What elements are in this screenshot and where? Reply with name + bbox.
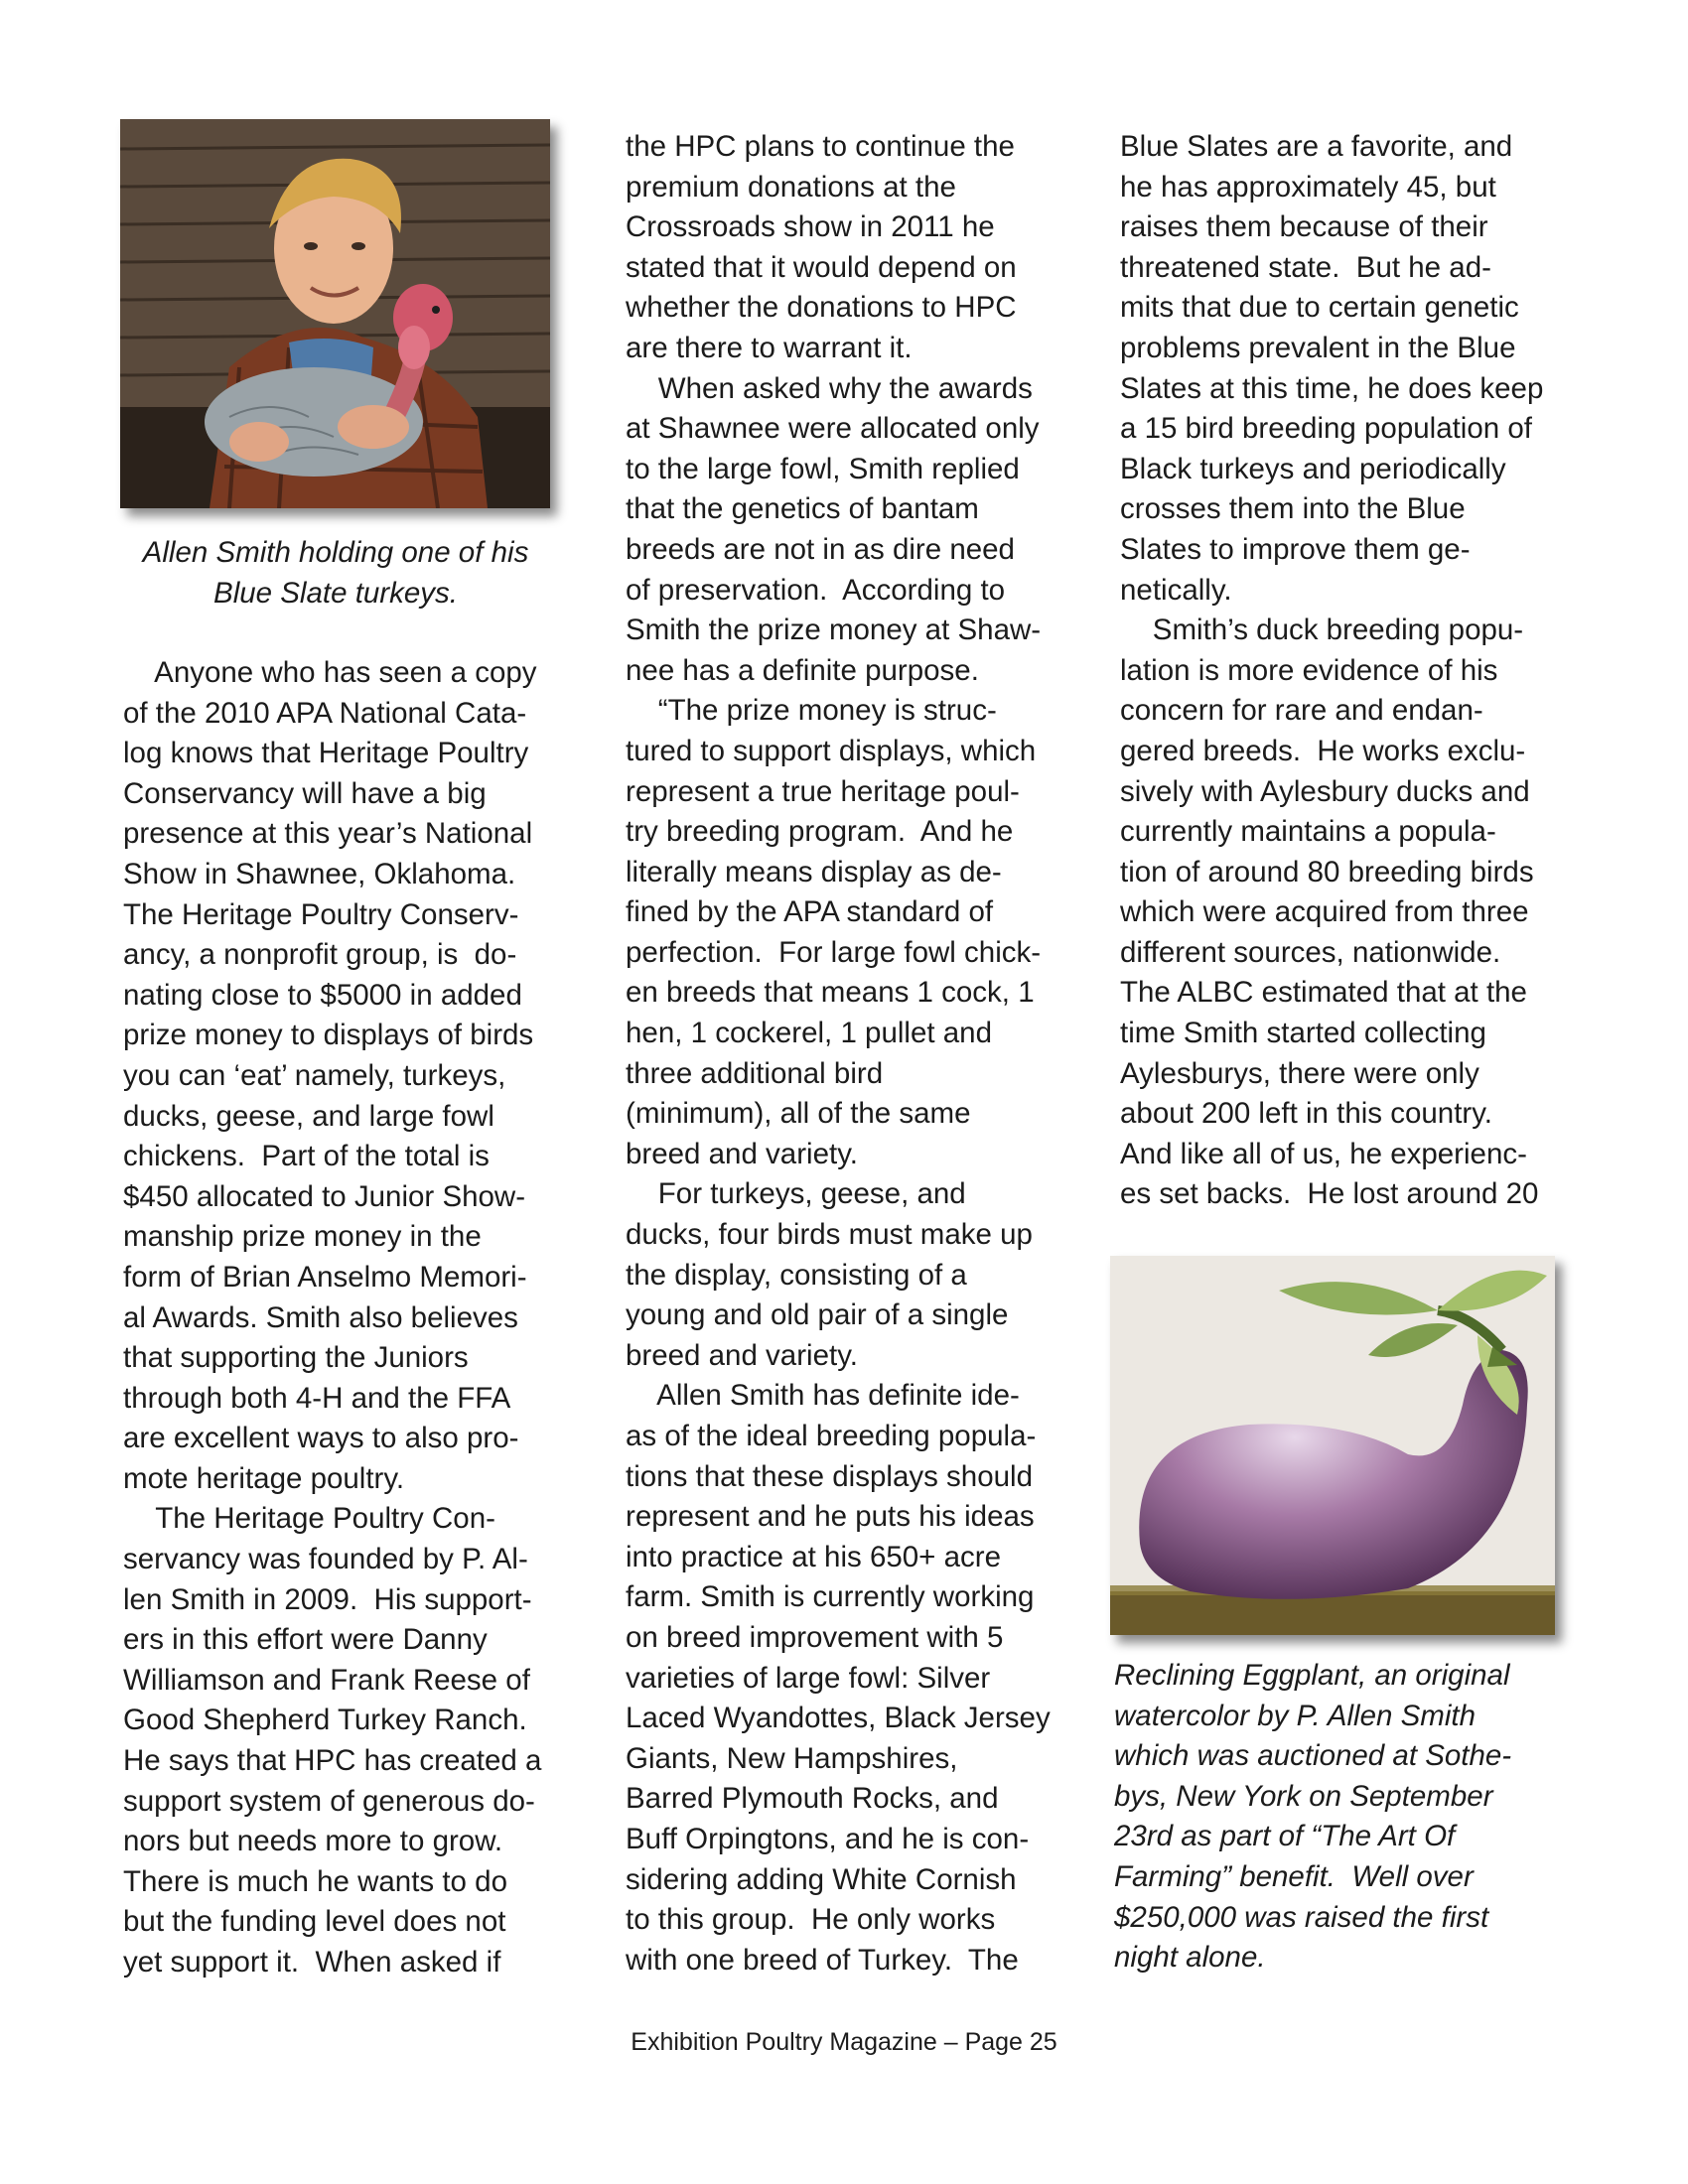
caption-line: Farming” benefit. Well over	[1114, 1859, 1474, 1893]
text-line: about 200 left in this country.	[1120, 1097, 1492, 1131]
text-line: but the funding level does not	[123, 1905, 506, 1939]
text-line: support system of generous do-	[123, 1784, 535, 1818]
text-line: Show in Shawnee, Oklahoma.	[123, 857, 516, 890]
text-line: es set backs. He lost around 20	[1120, 1177, 1539, 1211]
text-line: that supporting the Juniors	[123, 1341, 469, 1375]
text-line: farm. Smith is currently working	[626, 1580, 1035, 1614]
text-line: the display, consisting of a	[626, 1258, 967, 1292]
text-line: literally means display as de-	[626, 855, 1002, 888]
text-line: prize money to displays of birds	[123, 1019, 534, 1052]
text-line: ers in this effort were Danny	[123, 1623, 488, 1657]
text-line: varieties of large fowl: Silver	[626, 1661, 991, 1695]
text-line: $450 allocated to Junior Show-	[123, 1179, 526, 1213]
text-line: currently maintains a popula-	[1120, 815, 1496, 849]
text-line: on breed improvement with 5	[626, 1620, 1004, 1654]
text-line: The ALBC estimated that at the	[1120, 976, 1527, 1010]
caption-line: Reclining Eggplant, an original	[1114, 1659, 1510, 1692]
photo-caption	[123, 533, 548, 614]
text-line: sidering adding White Cornish	[626, 1862, 1017, 1896]
text-line: Good Shepherd Turkey Ranch.	[123, 1704, 527, 1737]
text-line: Allen Smith has definite ide-	[626, 1379, 1020, 1413]
text-line: The Heritage Poultry Conserv-	[123, 897, 519, 931]
text-line: tured to support displays, which	[626, 734, 1037, 767]
text-line: Williamson and Frank Reese of	[123, 1663, 530, 1697]
text-line: hen, 1 cockerel, 1 pullet and	[626, 1017, 992, 1050]
text-line: He says that HPC has created a	[123, 1744, 542, 1778]
text-line: When asked why the awards	[626, 371, 1033, 405]
text-line: Aylesburys, there were only	[1120, 1056, 1479, 1090]
text-line: threatened state. But he ad-	[1120, 250, 1491, 284]
text-line: sively with Aylesbury ducks and	[1120, 774, 1530, 808]
article-column-2	[626, 127, 1051, 1980]
text-line: nating close to $5000 in added	[123, 978, 522, 1012]
text-line: represent and he puts his ideas	[626, 1500, 1035, 1534]
text-line: you can ‘eat’ namely, turkeys,	[123, 1058, 506, 1092]
text-line: There is much he wants to do	[123, 1864, 507, 1898]
text-line: premium donations at the	[626, 170, 956, 204]
text-line: Giants, New Hampshires,	[626, 1741, 958, 1775]
text-line: Anyone who has seen a copy	[123, 656, 537, 689]
text-line: time Smith started collecting	[1120, 1017, 1486, 1050]
text-line: which were acquired from three	[1120, 895, 1529, 929]
text-line: of preservation. According to	[626, 573, 1006, 607]
text-line: young and old pair of a single	[626, 1298, 1009, 1332]
text-line: gered breeds. He works exclu-	[1120, 734, 1526, 767]
text-line: he has approximately 45, but	[1120, 170, 1496, 204]
text-line: through both 4-H and the FFA	[123, 1381, 511, 1415]
article-column-1	[123, 653, 541, 1983]
text-line: nors but needs more to grow.	[123, 1825, 503, 1858]
text-line: Laced Wyandottes, Black Jersey	[626, 1702, 1051, 1735]
text-line: tions that these displays should	[626, 1459, 1033, 1493]
text-line: try breeding program. And he	[626, 815, 1014, 849]
text-line: len Smith in 2009. His support-	[123, 1582, 532, 1616]
text-line: Barred Plymouth Rocks, and	[626, 1782, 999, 1816]
text-line: “The prize money is struc-	[626, 694, 997, 728]
text-line: log knows that Heritage Poultry	[123, 737, 529, 770]
text-line: fined by the APA standard of	[626, 895, 994, 929]
text-line: ducks, geese, and large fowl	[123, 1099, 494, 1133]
caption-line: watercolor by P. Allen Smith	[1114, 1699, 1476, 1732]
caption-line: 23rd as part of “The Art Of	[1114, 1820, 1456, 1853]
text-line: Crossroads show in 2011 he	[626, 210, 995, 244]
text-line: lation is more evidence of his	[1120, 653, 1498, 687]
text-line: represent a true heritage poul-	[626, 774, 1020, 808]
text-line: netically.	[1120, 573, 1232, 607]
photo-allen-smith-with-turkey	[120, 119, 550, 508]
text-line: servancy was founded by P. Al-	[123, 1543, 528, 1576]
text-line: tion of around 80 breeding birds	[1120, 855, 1534, 888]
text-line: Conservancy will have a big	[123, 776, 487, 810]
text-line: yet support it. When asked if	[123, 1946, 501, 1979]
text-line: The Heritage Poultry Con-	[123, 1502, 495, 1536]
text-line: three additional bird	[626, 1056, 884, 1090]
text-line: Smith’s duck breeding popu-	[1120, 614, 1524, 647]
text-line: (minimum), all of the same	[626, 1097, 971, 1131]
painting-reclining-eggplant	[1110, 1256, 1555, 1635]
text-line: Smith the prize money at Shaw-	[626, 614, 1042, 647]
text-line: form of Brian Anselmo Memori-	[123, 1260, 527, 1294]
text-line: perfection. For large fowl chick-	[626, 935, 1042, 969]
text-line: to this group. He only works	[626, 1903, 996, 1937]
text-line: And like all of us, he experienc-	[1120, 1137, 1527, 1170]
text-line: Slates at this time, he does keep	[1120, 371, 1544, 405]
text-line: For turkeys, geese, and	[626, 1177, 966, 1211]
text-line: Buff Orpingtons, and he is con-	[626, 1822, 1030, 1855]
text-line: that the genetics of bantam	[626, 492, 979, 526]
text-line: the HPC plans to continue the	[626, 130, 1015, 163]
text-line: of the 2010 APA National Cata-	[123, 696, 527, 730]
text-line: al Awards. Smith also believes	[123, 1300, 518, 1334]
text-line: as of the ideal breeding popula-	[626, 1420, 1037, 1452]
text-line: are excellent ways to also pro-	[123, 1422, 519, 1455]
text-line: raises them because of their	[1120, 210, 1488, 244]
caption-line: Blue Slate turkeys.	[213, 576, 458, 610]
text-line: breed and variety.	[626, 1137, 858, 1170]
painting-caption	[1114, 1656, 1511, 1979]
text-line: ancy, a nonprofit group, is do-	[123, 938, 517, 972]
page-footer: Exhibition Poultry Magazine – Page 25	[631, 2028, 1057, 2056]
text-line: are there to warrant it.	[626, 331, 913, 364]
text-line: concern for rare and endan-	[1120, 694, 1483, 728]
text-line: en breeds that means 1 cock, 1	[626, 976, 1035, 1010]
caption-line: night alone.	[1114, 1941, 1266, 1975]
caption-line: $250,000 was raised the first	[1114, 1900, 1489, 1934]
text-line: ducks, four birds must make up	[626, 1218, 1033, 1252]
text-line: to the large fowl, Smith replied	[626, 452, 1020, 485]
text-line: problems prevalent in the Blue	[1120, 331, 1516, 364]
text-line: different sources, nationwide.	[1120, 935, 1501, 969]
text-line: at Shawnee were allocated only	[626, 412, 1040, 446]
text-line: crosses them into the Blue	[1120, 492, 1466, 526]
text-line: into practice at his 650+ acre	[626, 1540, 1001, 1573]
text-line: a 15 bird breeding population of	[1120, 412, 1532, 446]
text-line: stated that it would depend on	[626, 250, 1017, 284]
text-line: Black turkeys and periodically	[1120, 452, 1506, 485]
caption-line: bys, New York on September	[1114, 1779, 1493, 1813]
text-line: mote heritage poultry.	[123, 1461, 405, 1495]
caption-line: which was auctioned at Sothe-	[1114, 1739, 1512, 1773]
text-line: Blue Slates are a favorite, and	[1120, 130, 1513, 163]
text-line: nee has a definite purpose.	[626, 653, 979, 687]
text-line: presence at this year’s National	[123, 817, 533, 851]
text-line: chickens. Part of the total is	[123, 1140, 490, 1173]
text-line: with one breed of Turkey. The	[626, 1943, 1019, 1977]
article-column-3	[1120, 127, 1543, 1215]
text-line: breed and variety.	[626, 1338, 858, 1372]
text-line: Slates to improve them ge-	[1120, 532, 1471, 566]
caption-line: Allen Smith holding one of his	[142, 536, 529, 569]
text-line: manship prize money in the	[123, 1220, 482, 1254]
text-line: breeds are not in as dire need	[626, 532, 1015, 566]
text-line: whether the donations to HPC	[626, 291, 1017, 325]
text-line: mits that due to certain genetic	[1120, 291, 1519, 325]
